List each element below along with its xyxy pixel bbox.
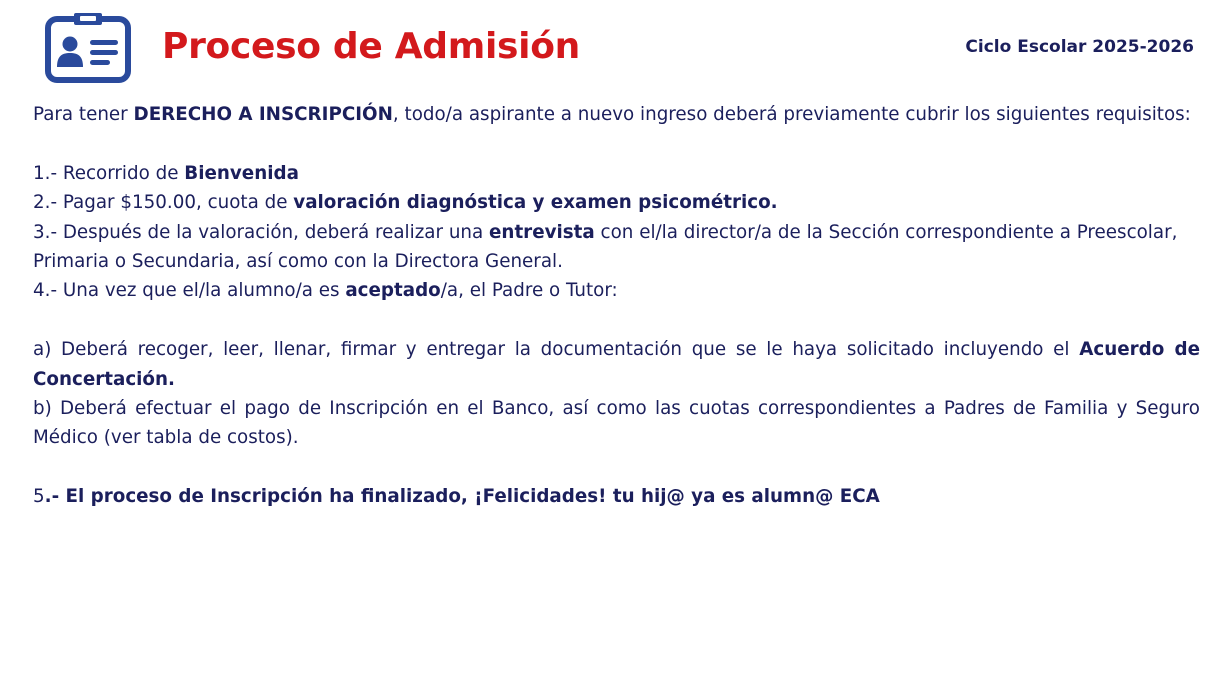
page-title: Proceso de Admisión [162,26,580,67]
spacer [33,453,1200,482]
substep-a: a) Deberá recoger, leer, llenar, firmar y entregar la documentación que se le haya solicitado incluyendo el Acuerdo de Concertación. [33,339,1200,390]
substep-b: b) Deberá efectuar el pago de Inscripción en el Banco, así como las cuotas correspondientes a Padres de Familia y Seguro Médico (ver tabla de costos). [33,398,1200,449]
spacer [33,306,1200,335]
step-5: 5.- El proceso de Inscripción ha finalizado, ¡Felicidades! tu hij@ ya es alumn@ ECA [33,486,880,508]
school-cycle-label: Ciclo Escolar 2025-2026 [965,37,1194,57]
admission-requirements [33,100,1200,512]
spacer [33,129,1200,158]
id-badge-icon [44,12,132,84]
step-1: 1.- Recorrido de Bienvenida [33,162,299,184]
header [0,0,1230,95]
step-2: 2.- Pagar $150.00, cuota de valoración diagnóstica y examen psicométrico. [33,192,778,214]
intro-paragraph: Para tener DERECHO A INSCRIPCIÓN, todo/a aspirante a nuevo ingreso deberá previamente cubrir los siguientes requisitos: [33,104,1191,125]
step-3: 3.- Después de la valoración, deberá realizar una entrevista con el/la director/a de la Sección correspondiente a Preescolar, Primaria o Secundaria, así como con la Directora General. [33,221,1178,273]
step-4: 4.- Una vez que el/la alumno/a es aceptado/a, el Padre o Tutor: [33,280,618,302]
